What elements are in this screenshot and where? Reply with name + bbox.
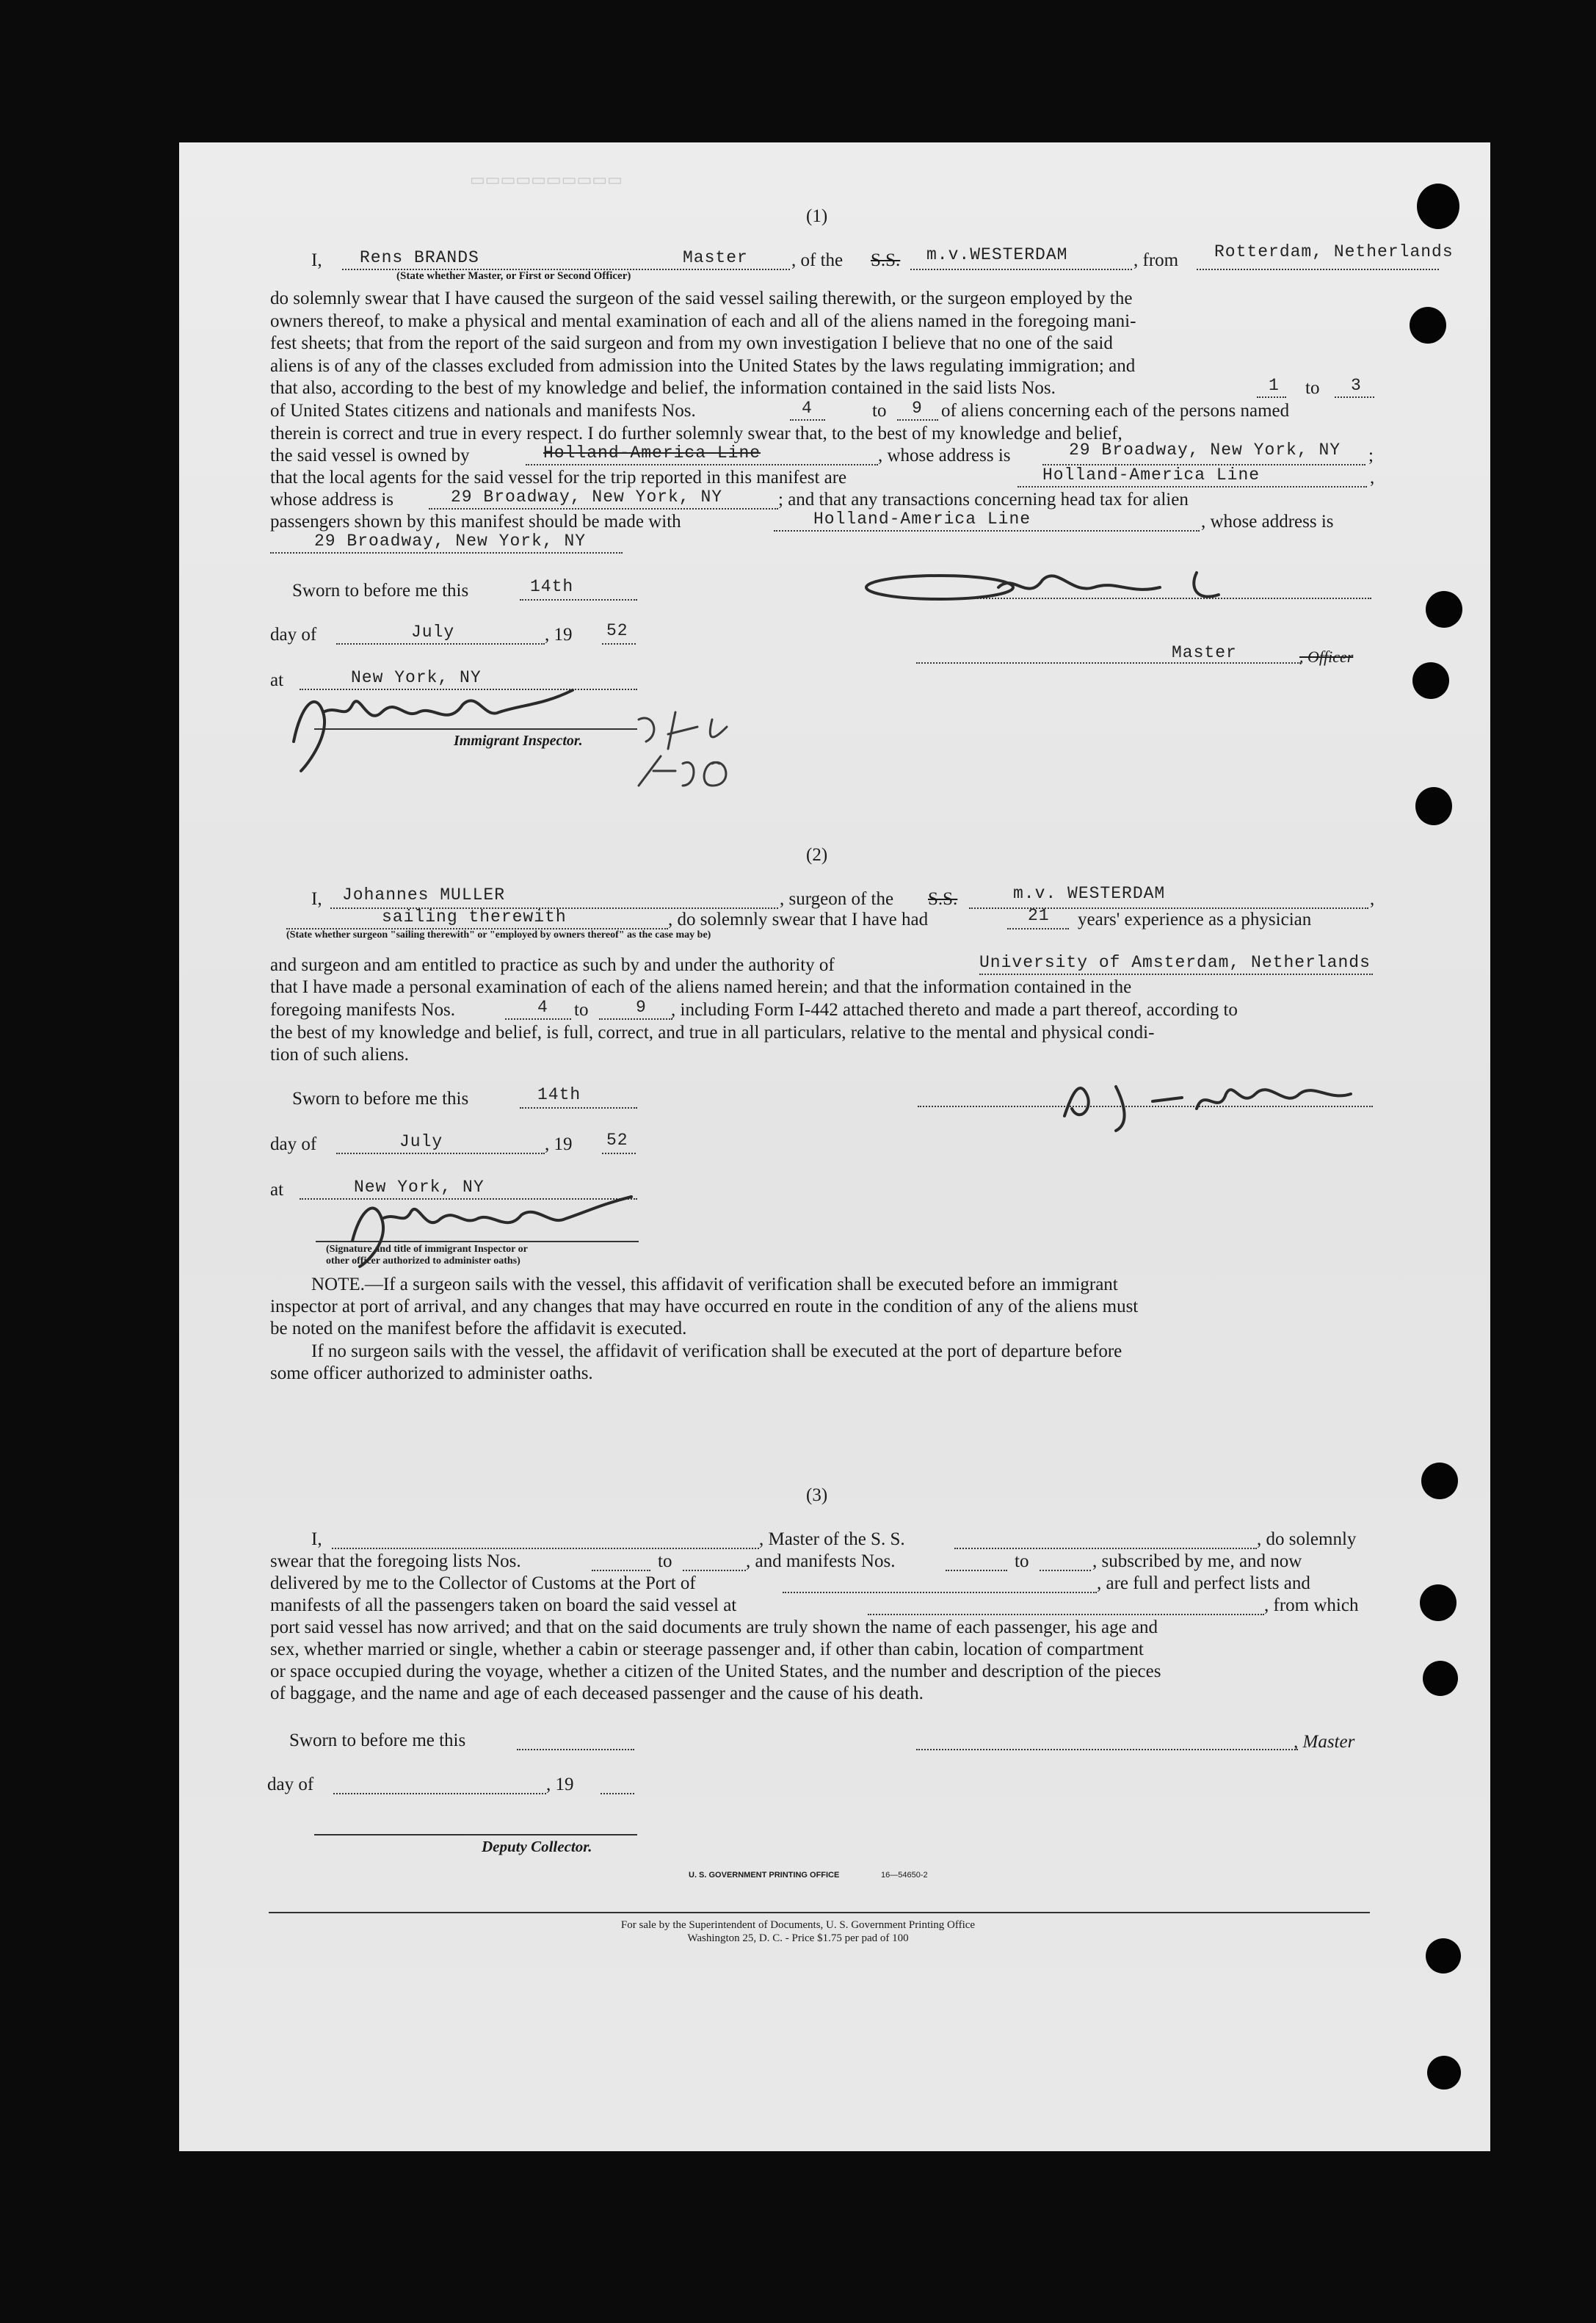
form-number: 16—54650-2 [881,1871,928,1880]
sworn-place: New York, NY [351,668,482,687]
note-line-5: some officer authorized to administer oaths. [270,1363,593,1383]
day-of-label-2: day of [270,1134,317,1154]
note-line-4: If no surgeon sails with the vessel, the affidavit of verification shall be executed at the port of departure before [311,1341,1122,1361]
inspector-signature-2 [338,1182,646,1270]
years-underline [1007,928,1069,929]
head-tax-agent-underline [774,530,1200,532]
master-signature [852,558,1263,617]
sworn-month: July [411,623,455,642]
surgeon-lead: I, [311,889,322,909]
surgeon-line-3a: foregoing manifests Nos. [270,1000,456,1020]
year-prefix: , 19 [545,625,573,645]
sworn-label: Sworn to before me this [292,581,469,601]
master-name: Rens BRANDS [360,248,479,267]
lists-to: 3 [1351,376,1362,395]
sec3-day-of-label: day of [267,1775,314,1794]
from-label: , from [1133,250,1179,270]
punch-hole [1417,184,1459,229]
owner-address-label: , whose address is [878,446,1011,465]
ss-struck-2: S.S. [928,889,958,909]
sworn-year-2: 52 [606,1131,628,1150]
vessel-name: m.v.WESTERDAM [926,245,1068,264]
sec3-line-2e: , subscribed by me, and now [1092,1551,1302,1571]
sworn-label-2: Sworn to before me this [292,1089,469,1109]
owner-address: 29 Broadway, New York, NY [1069,441,1341,460]
manifest-to-underline [897,419,938,421]
deputy-caption: Deputy Collector. [482,1838,592,1855]
agents-underline [1018,486,1367,488]
lists-to-underline [1335,396,1374,398]
sworn-day-underline [520,599,637,601]
sec3-month-underline [333,1793,546,1794]
sig-caption-2: other officer authorized to administer oaths) [326,1255,520,1266]
manifest-to: 9 [912,399,923,418]
sec3-line-1a: I, [311,1529,322,1549]
sec3-departure-underline [868,1614,1264,1615]
section-1-number: (1) [806,206,828,226]
manifest-to-2: 9 [636,998,647,1017]
sec3-year-prefix: , 19 [546,1775,574,1794]
to-label-2: to [574,1000,589,1020]
local-agents: Holland-America Line [1042,465,1261,485]
head-tax-text: ; and that any transactions concerning head tax for alien [778,490,1189,510]
sale-notice-1: For sale by the Superintendent of Documents, U. S. Government Printing Office [620,1919,976,1931]
oath-line-6a: of United States citizens and nationals and manifests Nos. [270,401,696,421]
agents-address: 29 Broadway, New York, NY [451,488,723,507]
footer-rule [269,1912,1370,1913]
sec3-line-2a: swear that the foregoing lists Nos. [270,1551,521,1571]
manifest-from-underline [790,419,825,421]
sworn-day-2: 14th [537,1085,581,1104]
owned-by-label: the said vessel is owned by [270,446,470,465]
sworn-day: 14th [530,577,574,596]
solemnly-swear: , do solemnly swear that I have had [668,910,929,929]
manifest-from-2: 4 [537,998,548,1017]
surgeon-line-2: that I have made a personal examination of each of the aliens named herein; and that the information contained in the [270,977,1132,997]
manifest-from-underline-2 [505,1018,571,1020]
agents-address-underline [429,508,778,510]
master-title-line [916,662,1301,664]
sworn-month-2: July [399,1132,443,1151]
month-underline-2 [336,1153,545,1154]
authority-label: and surgeon and am entitled to practice as such by and under the authority of [270,955,835,975]
sec3-sworn-label: Sworn to before me this [289,1731,466,1750]
port-underline [1197,269,1439,270]
sec3-line-1c: , do solemnly [1257,1529,1357,1549]
sec3-line-7: or space occupied during the voyage, whether a citizen of the United States, and the number and description of the pieces [270,1661,1161,1681]
vessel-owner: Holland-America Line [543,443,761,463]
lists-from-underline [1257,396,1286,398]
year-underline [602,643,636,645]
punch-hole [1427,2056,1461,2090]
years-exp-label: years' experience as a physician [1078,910,1312,929]
master-title: Master [1172,643,1237,662]
authority: University of Amsterdam, Netherlands [979,953,1371,972]
inspector-signature-1 [279,661,631,786]
sec3-line-4b: , from which [1264,1595,1359,1615]
oath-line-6b: of aliens concerning each of the persons named [941,401,1290,421]
sec3-line-2d: to [1015,1551,1029,1571]
oath-body-1: do solemnly swear that I have caused the surgeon of the said vessel sailing therewith, or the surgeon employed by the owners thereof, to make a physical and mental examination of each and all of the aliens named in the foregoing mani- fest sheets; that from the report of the said surgeon and from my own investigation I believe that no one of the said aliens is of any of the classes excluded from admission into the United States by the laws regulating immigration; and [270,289,1136,376]
sec3-sworn-underline [517,1749,634,1750]
sec3-master-label: , Master [1294,1732,1355,1752]
ss-struck: S.S. [871,250,901,270]
at-label-2: at [270,1180,284,1200]
comma-2: , [1370,889,1375,909]
sailing-caption: (State whether surgeon "sailing therewith" or "employed by owners thereof" as the case may be) [286,929,711,941]
sec3-line-4a: manifests of all the passengers taken on board the said vessel at [270,1595,737,1615]
surgeon-name: Johannes MULLER [342,885,506,905]
lists-from: 1 [1269,376,1280,395]
sec3-line-3a: delivered by me to the Collector of Customs at the Port of [270,1573,696,1593]
punch-hole [1415,787,1452,825]
sec3-line-6: sex, whether married or single, whether a cabin or steerage passenger and, if other than cabin, location of compartment [270,1639,1144,1659]
month-underline [336,643,545,645]
punch-hole [1412,662,1449,699]
sworn-place-2: New York, NY [354,1178,485,1197]
sec3-year-underline [601,1793,634,1794]
year-underline-2 [602,1153,636,1154]
surgeon-line-5: tion of such aliens. [270,1045,409,1065]
surgeon-line-4: the best of my knowledge and belief, is full, correct, and true in all particulars, relative to the mental and physical condi- [270,1023,1155,1043]
year-prefix-2: , 19 [545,1134,573,1154]
sec3-vessel-underline [954,1548,1257,1549]
manifest-to-underline-2 [599,1018,672,1020]
inspector-caption: Immigrant Inspector. [454,733,583,749]
head-tax-agent: Holland-America Line [813,510,1031,529]
oath-line-5: that also, according to the best of my knowledge and belief, the information contained in the said lists Nos. [270,378,1056,398]
lists-to-label: to [1305,378,1320,398]
agents-address-label: whose address is [270,490,394,510]
sec3-line-2b: to [658,1551,672,1571]
sec3-lists-from-underline [592,1570,650,1571]
day-of-label: day of [270,625,317,645]
sec3-man-to-underline [1040,1570,1091,1571]
agents-label: that the local agents for the said vessel for the trip reported in this manifest are [270,468,847,488]
sec3-port-underline [783,1592,1097,1593]
punch-hole [1410,307,1446,344]
sec3-master-signature-line [916,1749,1298,1750]
manifest-to-label: to [872,401,887,421]
bleed-through-text: ▭▭▭▭▭▭▭▭▭▭ [470,170,623,189]
of-the-label: , of the [791,250,844,270]
note-line-1: NOTE.—If a surgeon sails with the vessel, this affidavit of verification shall be executed before an immigrant [311,1275,1118,1294]
sworn-day-underline-2 [520,1107,637,1109]
vessel-underline [910,269,1132,270]
semicolon: ; [1368,446,1374,465]
note-line-2: inspector at port of arrival, and any changes that may have occurred en route in the condition of any of the aliens must [270,1297,1139,1316]
rank-caption: (State whether Master, or First or Second Officer) [396,270,631,282]
punch-hole [1423,1661,1458,1696]
handwritten-mark [631,705,793,800]
departure-port: Rotterdam, Netherlands [1214,242,1454,261]
section-2-number: (2) [806,845,828,865]
passengers-label: passengers shown by this manifest should be made with [270,512,681,532]
whose-address-label: , whose address is [1201,512,1334,532]
sailing-status: sailing therewith [382,907,567,927]
sec3-line-2c: , and manifests Nos. [746,1551,896,1571]
sec3-line-5: port said vessel has now arrived; and that on the said documents are truly shown the name of each passenger, his age and [270,1617,1158,1637]
sec3-line-1b: , Master of the S. S. [759,1529,905,1549]
sec3-lists-to-underline [683,1570,746,1571]
sec3-man-from-underline [946,1570,1007,1571]
comma: , [1370,468,1375,488]
head-tax-address: 29 Broadway, New York, NY [314,532,587,551]
punch-hole [1420,1584,1457,1621]
master-rank: Master [683,248,748,267]
years-experience: 21 [1028,906,1050,925]
manifest-from: 4 [802,399,813,418]
punch-hole [1426,591,1462,628]
surgeon-signature [1050,1065,1388,1138]
sworn-year: 52 [606,621,628,640]
oath-line-7: therein is correct and true in every respect. I do further solemnly swear that, to the best of my knowledge and belief, [270,424,1122,443]
sec3-line-8: of baggage, and the name and age of each deceased passenger and the cause of his death. [270,1684,924,1703]
surgeon-of-label: , surgeon of the [780,889,894,909]
sec3-line-3b: , are full and perfect lists and [1097,1573,1310,1593]
sale-notice-2: Washington 25, D. C. - Price $1.75 per pad of 100 [687,1932,909,1944]
surgeon-vessel: m.v. WESTERDAM [1013,884,1166,903]
section-3-number: (3) [806,1485,828,1505]
sig-caption-1: (Signature and title of immigrant Inspector or [326,1244,528,1255]
sec3-name-underline [332,1548,759,1549]
oath-lead: I, [311,250,322,270]
officer-struck: , Officer [1299,648,1354,666]
note-line-3: be noted on the manifest before the affidavit is executed. [270,1319,687,1338]
printing-office: U. S. GOVERNMENT PRINTING OFFICE [689,1871,840,1880]
surgeon-line-3b: , including Form I-442 attached thereto and made a part thereof, according to [671,1000,1238,1020]
at-label: at [270,670,284,690]
authority-underline [979,974,1373,975]
head-tax-address-underline [270,552,623,554]
owner-underline [526,464,878,465]
punch-hole [1421,1463,1458,1499]
